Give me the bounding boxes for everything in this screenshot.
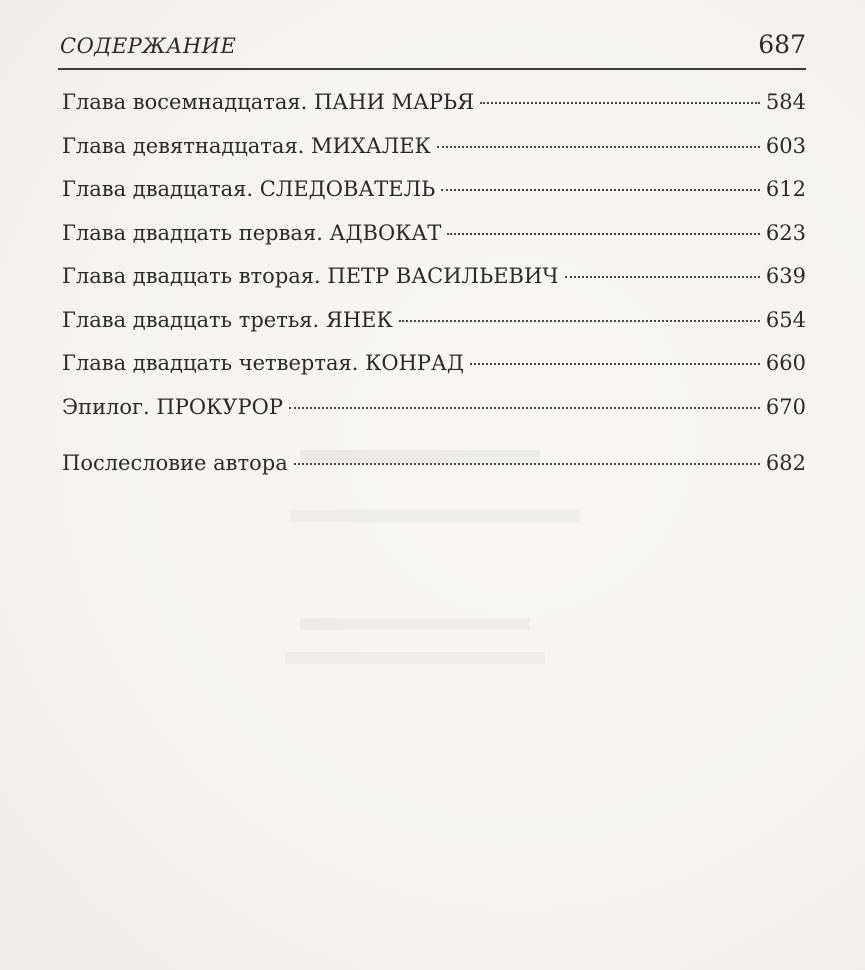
dot-leader [294,463,760,465]
dot-leader [470,363,760,365]
section-title: СОДЕРЖАНИЕ [60,34,237,58]
toc-entry[interactable] [62,308,806,352]
toc-entry-title: Глава двадцатая. СЛЕДОВАТЕЛЬ [62,177,436,201]
dot-leader [565,276,760,278]
header-rule [58,68,806,70]
bleed-through-shadow [285,652,545,664]
toc-entry-title: Эпилог. ПРОКУРОР [62,394,283,419]
toc-entry-page: 682 [765,451,806,475]
toc-entry-afterword[interactable] [62,451,806,495]
running-head [58,28,806,68]
bleed-through-shadow [300,618,530,630]
dot-leader [441,189,760,191]
toc-entry-title: Глава двадцать четвертая. КОНРАД [62,351,464,375]
dot-leader [399,320,760,322]
toc-entry-title: Послесловие автора [62,451,288,475]
toc-entry[interactable] [62,90,806,134]
dot-leader [437,146,760,148]
page-number: 687 [758,30,806,59]
toc-entry-page: 603 [765,133,806,158]
toc-entry-page: 639 [765,264,806,288]
toc-entry[interactable] [62,395,806,439]
toc-entry-page: 584 [765,90,806,114]
toc-entry-page: 654 [765,307,806,332]
dot-leader [447,233,760,235]
toc-entry-title: Глава девятнадцатая. МИХАЛЕК [62,133,431,158]
toc-entry-title: Глава двадцать первая. АДВОКАТ [62,220,442,245]
toc-entry-title: Глава двадцать третья. ЯНЕК [62,307,393,332]
toc-entry-page: 670 [765,394,806,419]
toc-entry-page: 612 [765,177,806,201]
dot-leader [480,102,760,104]
dot-leader [289,407,760,409]
toc-entry[interactable] [62,351,806,395]
toc-entry[interactable] [62,134,806,178]
toc-entry[interactable] [62,221,806,265]
bleed-through-shadow [290,510,580,522]
toc-entry-page: 660 [765,351,806,375]
toc-entry[interactable] [62,177,806,221]
toc-entry-page: 623 [765,220,806,245]
toc-entry[interactable] [62,264,806,308]
table-of-contents [62,90,806,495]
toc-entry-title: Глава двадцать вторая. ПЕТР ВАСИЛЬЕВИЧ [62,264,559,288]
toc-entry-title: Глава восемнадцатая. ПАНИ МАРЬЯ [62,90,475,114]
